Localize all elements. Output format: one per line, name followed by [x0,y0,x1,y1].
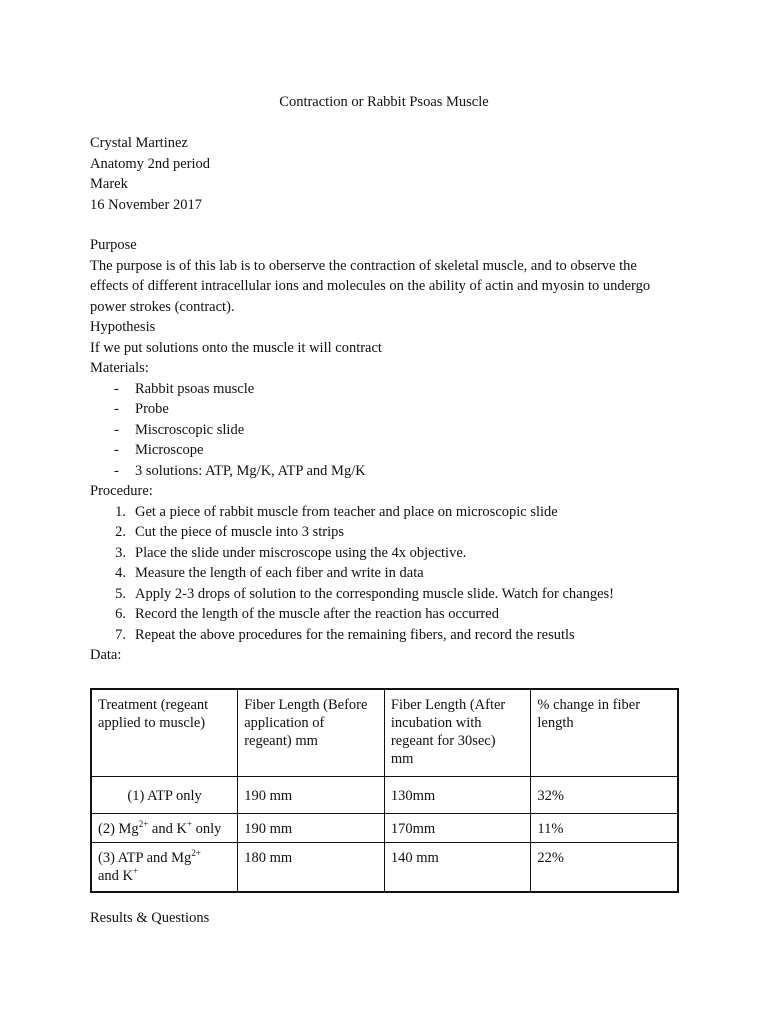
step-text: Apply 2-3 drops of solution to the corresponding muscle slide. Watch for changes! [135,585,614,602]
step-number: 3. [115,544,126,561]
materials-item [90,461,690,482]
materials-list [90,379,690,482]
materials-item [90,440,690,461]
procedure-step [90,584,690,605]
procedure-step [90,563,690,584]
step-number: 2. [115,524,126,540]
class-period: Anatomy 2nd period [90,155,211,172]
before-cell: 190 mm [238,814,385,843]
bullet-dash: - [114,380,119,397]
purpose-line: The purpose is of this lab is to oberserve the contraction of skeletal muscle, and to observe the [90,257,637,274]
procedure-step [90,604,690,625]
treatment-cell: (3) ATP and $Mg^{2+}$ and K+ [91,843,238,893]
step-number: 4. [115,565,126,581]
student-name: Crystal Martinez [90,135,188,151]
procedure-step [90,502,690,523]
document-title: Contraction or Rabbit Psoas Muscle [279,94,489,110]
materials-item-text: Rabbit psoas muscle [135,380,255,397]
table-row [91,814,678,843]
materials-item-text: Microscope [135,442,204,458]
bullet-dash: - [114,421,119,438]
report-body [90,235,690,666]
header-before: Fiber Length (Before application of regeant) mm [238,689,385,777]
before-cell: 180 mm [238,843,385,893]
bullet-dash: - [114,401,119,417]
author-block [90,133,690,215]
step-text: Get a piece of rabbit muscle from teacher and place on microscopic slide [135,503,558,520]
step-text: Cut the piece of muscle into 3 strips [135,524,345,540]
table-row [91,777,678,814]
table-header-row [91,689,678,777]
purpose-line: effects of different intracellular ions and molecules on the ability of actin and myosin to undergo [90,278,651,294]
materials-item [90,420,690,441]
data-heading: Data: [90,647,122,663]
after-cell: 170mm [384,814,530,843]
step-number: 1. [115,503,126,520]
bullet-dash: - [114,462,119,479]
procedure-step [90,522,690,543]
hypothesis-heading: Hypothesis [90,319,156,335]
procedure-step [90,543,690,564]
results-heading: Results & Questions [90,910,210,926]
materials-item [90,379,690,400]
treatment-cell: (2) $Mg^{2+}$ and K+ only [91,814,238,843]
procedure-heading: Procedure: [90,483,153,499]
step-text: Place the slide under miscroscope using the 4x objective. [135,544,467,561]
after-cell: 140 mm [384,843,530,893]
purpose-line: power strokes (contract). [90,298,235,315]
treatment-cell: (1) ATP only [91,777,238,814]
purpose-heading: Purpose [90,237,137,253]
step-number: 6. [115,606,126,622]
data-table [90,688,679,893]
header-change: % change in fiber length [531,689,678,777]
hypothesis-text: If we put solutions onto the muscle it will contract [90,339,382,356]
step-number: 7. [115,626,126,643]
change-cell: 22% [531,843,678,893]
materials-heading: Materials: [90,360,149,376]
procedure-list [90,502,690,646]
change-cell: 11% [531,814,678,843]
materials-item-text: Probe [135,401,169,417]
header-treatment: Treatment (regeant applied to muscle) [91,689,238,777]
teacher-name: Marek [90,176,128,192]
step-text: Measure the length of each fiber and write in data [135,565,424,581]
procedure-step [90,625,690,646]
step-text: Record the length of the muscle after the reaction has occurred [135,606,499,622]
before-cell: 190 mm [238,777,385,814]
change-cell: 32% [531,777,678,814]
table-row [91,843,678,893]
step-number: 5. [115,585,126,602]
report-date: 16 November 2017 [90,196,202,213]
bullet-dash: - [114,442,119,458]
after-cell: 130mm [384,777,530,814]
materials-item [90,399,690,420]
materials-item-text: Miscroscopic slide [135,421,245,438]
header-after: Fiber Length (After incubation with regeant for 30sec) mm [384,689,530,777]
materials-item-text: 3 solutions: ATP, Mg/K, ATP and Mg/K [135,462,366,479]
step-text: Repeat the above procedures for the remaining fibers, and record the resutls [135,626,575,643]
